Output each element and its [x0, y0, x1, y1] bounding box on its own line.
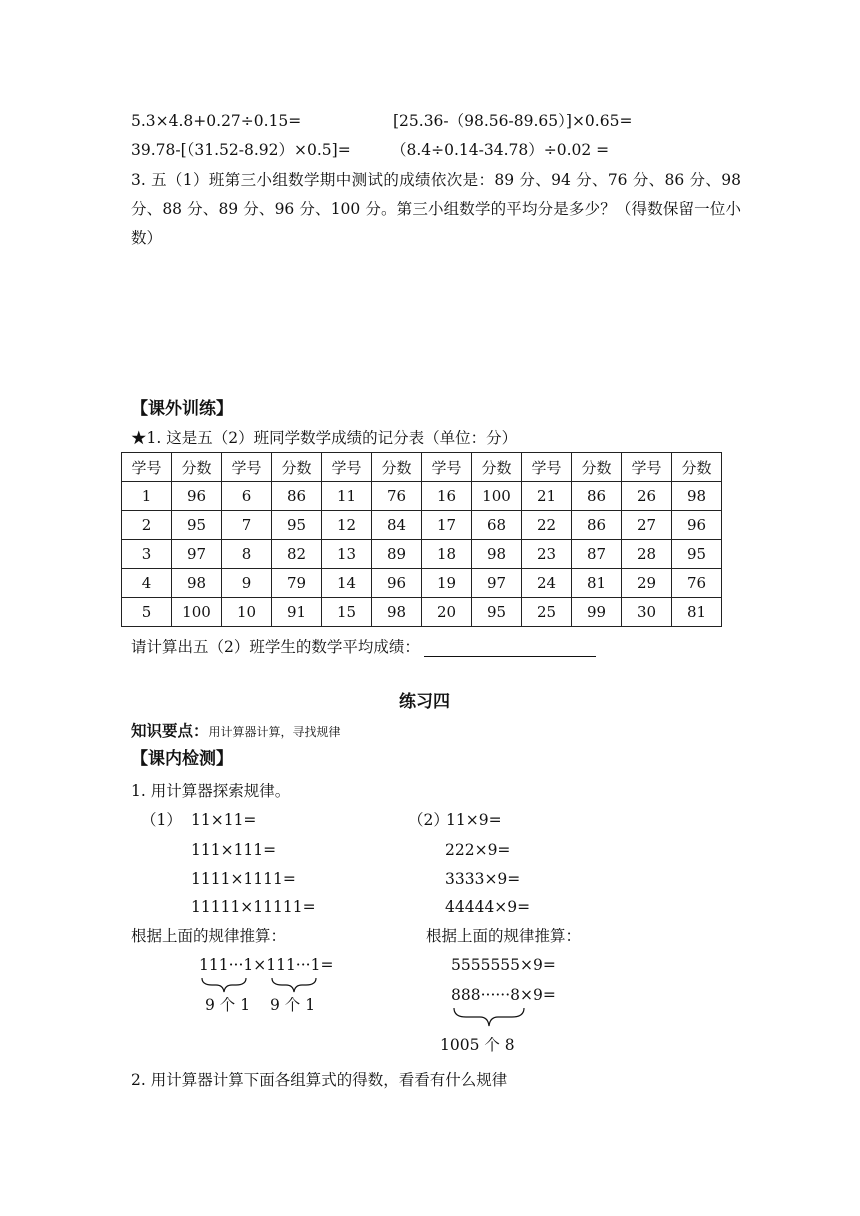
brace-icon — [200, 976, 330, 996]
infer-left: 根据上面的规律推算： — [131, 927, 287, 945]
table-cell: 100 — [172, 598, 222, 627]
question-2: 2. 用计算器计算下面各组算式的得数，看看有什么规律 — [131, 1071, 508, 1089]
table-cell: 97 — [172, 540, 222, 569]
calc-expr-3: 39.78-[（31.52-8.92）×0.5]= — [131, 141, 351, 159]
left-item-2: 111×111= — [191, 841, 277, 859]
table-cell: 29 — [622, 569, 672, 598]
table-cell: 8 — [222, 540, 272, 569]
brace-label-2: 9 个 1 — [270, 996, 316, 1014]
section-heading-in-class: 【课内检测】 — [131, 749, 233, 769]
table-cell: 76 — [372, 482, 422, 511]
table-cell: 98 — [672, 482, 722, 511]
table-header-cell: 学号 — [322, 453, 372, 482]
right-item-1: 11×9= — [446, 811, 502, 829]
table-cell: 91 — [272, 598, 322, 627]
table-cell: 9 — [222, 569, 272, 598]
table-cell: 23 — [522, 540, 572, 569]
table-cell: 100 — [472, 482, 522, 511]
calc-expr-2: [25.36-（98.56-89.65）]×0.65= — [393, 112, 633, 130]
table-header-cell: 分数 — [472, 453, 522, 482]
table-cell: 95 — [272, 511, 322, 540]
table-cell: 95 — [672, 540, 722, 569]
left-group-label: （1） — [141, 811, 182, 829]
table-cell: 81 — [572, 569, 622, 598]
table-cell: 10 — [222, 598, 272, 627]
table-cell: 86 — [272, 482, 322, 511]
table-cell: 86 — [572, 482, 622, 511]
table-cell: 22 — [522, 511, 572, 540]
table-question — [131, 637, 596, 657]
table-cell: 2 — [122, 511, 172, 540]
table-cell: 86 — [572, 511, 622, 540]
table-header-cell: 分数 — [572, 453, 622, 482]
right-item-2: 222×9= — [445, 841, 511, 859]
table-header-cell: 学号 — [222, 453, 272, 482]
right-pattern-expr-1: 5555555×9= — [451, 956, 556, 974]
table-cell: 27 — [622, 511, 672, 540]
right-item-4: 44444×9= — [445, 898, 531, 916]
right-item-3: 3333×9= — [445, 870, 521, 888]
calc-expr-4: （8.4÷0.14-34.78）÷0.02 = — [391, 141, 610, 159]
left-pattern-expr: 111···1×111···1= — [199, 956, 334, 974]
table-cell: 6 — [222, 482, 272, 511]
table-cell: 96 — [172, 482, 222, 511]
table-cell: 16 — [422, 482, 472, 511]
table-cell: 7 — [222, 511, 272, 540]
table-row — [122, 540, 722, 569]
table-cell: 18 — [422, 540, 472, 569]
table-cell: 79 — [272, 569, 322, 598]
table-title: ★1. 这是五（2）班同学数学成绩的记分表（单位：分） — [131, 429, 518, 447]
table-cell: 11 — [322, 482, 372, 511]
table-cell: 25 — [522, 598, 572, 627]
table-cell: 95 — [172, 511, 222, 540]
table-row — [122, 569, 722, 598]
right-pattern-expr-2: 888······8×9= — [451, 986, 556, 1004]
table-cell: 76 — [672, 569, 722, 598]
table-cell: 87 — [572, 540, 622, 569]
table-cell: 15 — [322, 598, 372, 627]
table-header-cell: 分数 — [672, 453, 722, 482]
table-header-cell: 学号 — [422, 453, 472, 482]
table-cell: 89 — [372, 540, 422, 569]
brace-icon-right — [452, 1006, 532, 1032]
table-cell: 98 — [372, 598, 422, 627]
answer-blank[interactable] — [424, 640, 596, 657]
table-header-cell: 分数 — [172, 453, 222, 482]
table-cell: 98 — [472, 540, 522, 569]
table-cell: 19 — [422, 569, 472, 598]
brace-label-1: 9 个 1 — [205, 996, 251, 1014]
knowledge-points — [131, 721, 341, 742]
table-cell: 13 — [322, 540, 372, 569]
table-cell: 24 — [522, 569, 572, 598]
table-cell: 26 — [622, 482, 672, 511]
table-cell: 3 — [122, 540, 172, 569]
table-cell: 68 — [472, 511, 522, 540]
table-header-cell: 分数 — [272, 453, 322, 482]
infer-right: 根据上面的规律推算： — [426, 927, 582, 945]
table-row — [122, 482, 722, 511]
table-cell: 4 — [122, 569, 172, 598]
exercise-title: 练习四 — [399, 692, 450, 712]
table-header-cell: 分数 — [372, 453, 422, 482]
table-cell: 30 — [622, 598, 672, 627]
table-header-cell: 学号 — [122, 453, 172, 482]
left-item-4: 11111×11111= — [191, 898, 316, 916]
right-group-label: （2） — [408, 811, 449, 829]
section-heading-extra: 【课外训练】 — [131, 399, 233, 419]
table-cell: 95 — [472, 598, 522, 627]
calc-expr-1: 5.3×4.8+0.27÷0.15= — [131, 112, 302, 130]
table-row — [122, 511, 722, 540]
table-cell: 5 — [122, 598, 172, 627]
table-cell: 28 — [622, 540, 672, 569]
question-1: 1. 用计算器探索规律。 — [131, 782, 291, 800]
table-header-cell: 学号 — [522, 453, 572, 482]
table-cell: 97 — [472, 569, 522, 598]
table-cell: 82 — [272, 540, 322, 569]
table-cell: 14 — [322, 569, 372, 598]
table-cell: 20 — [422, 598, 472, 627]
table-cell: 96 — [372, 569, 422, 598]
table-question-text: 请计算出五（2）班学生的数学平均成绩： — [131, 638, 420, 656]
knowledge-label: 知识要点： — [131, 722, 209, 740]
table-cell: 99 — [572, 598, 622, 627]
table-cell: 12 — [322, 511, 372, 540]
score-table — [121, 452, 722, 627]
table-cell: 17 — [422, 511, 472, 540]
brace-label-right: 1005 个 8 — [440, 1036, 515, 1054]
table-header-row — [122, 453, 722, 482]
table-cell: 21 — [522, 482, 572, 511]
left-item-1: 11×11= — [191, 811, 257, 829]
table-cell: 1 — [122, 482, 172, 511]
table-cell: 84 — [372, 511, 422, 540]
table-cell: 81 — [672, 598, 722, 627]
table-cell: 98 — [172, 569, 222, 598]
left-item-3: 1111×1111= — [191, 870, 296, 888]
knowledge-text: 用计算器计算，寻找规律 — [208, 725, 341, 739]
question-3: 3. 五（1）班第三小组数学期中测试的成绩依次是：89 分、94 分、76 分、86 分、98 分、88 分、89 分、96 分、100 分。第三小组数学的平均分是多少？（得数保留一位小数） — [131, 171, 741, 247]
table-cell: 96 — [672, 511, 722, 540]
table-header-cell: 学号 — [622, 453, 672, 482]
table-row — [122, 598, 722, 627]
